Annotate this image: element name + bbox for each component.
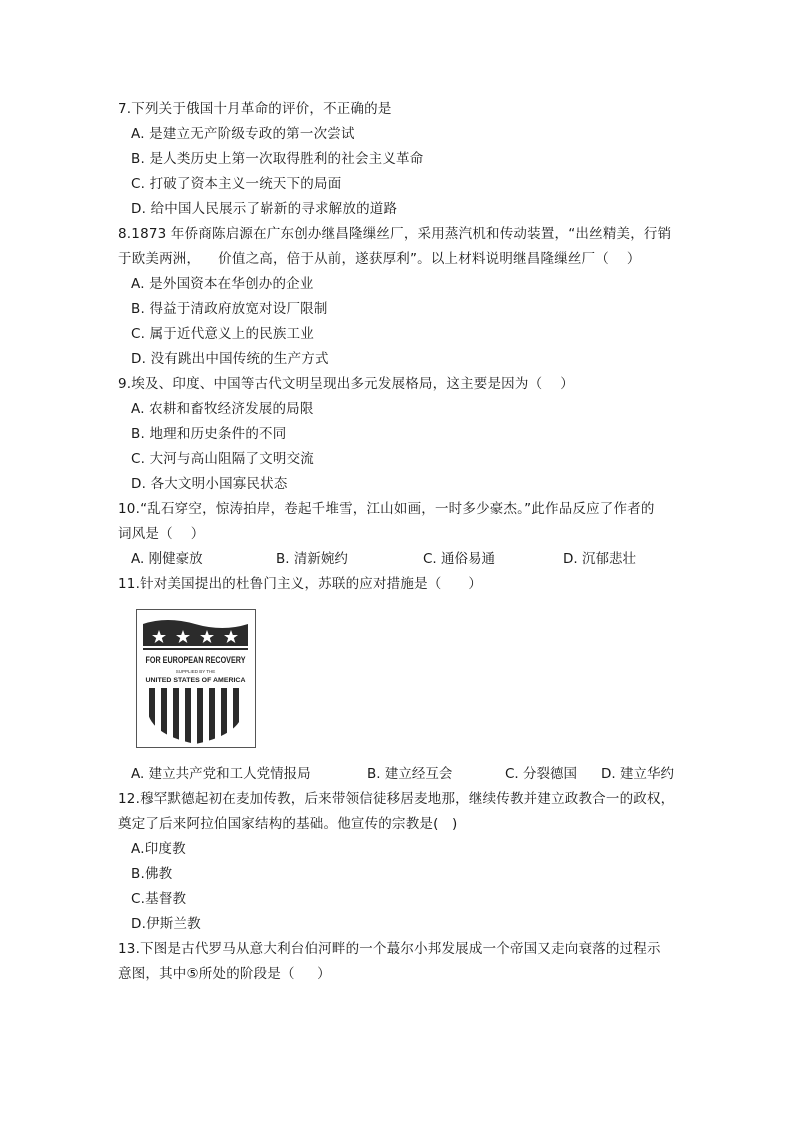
- q10-option-a: A. 刚健豪放: [131, 551, 203, 567]
- q12-option-c: C.基督教: [131, 891, 187, 907]
- q10-option-d: D. 沉郁悲壮: [563, 551, 636, 567]
- poster-shield-stripes: [147, 688, 244, 748]
- q10-options-row: [131, 549, 681, 569]
- q7-stem: 7.下列关于俄国十月革命的评价，不正确的是: [118, 101, 392, 117]
- q10-stem-line2: 词风是（ ）: [118, 526, 205, 542]
- q8-option-d: D. 没有跳出中国传统的生产方式: [131, 351, 329, 367]
- q8-option-b: B. 得益于清政府放宽对设厂限制: [131, 301, 328, 317]
- poster-divider: [143, 648, 248, 650]
- q7-option-c: C. 打破了资本主义一统天下的局面: [131, 176, 342, 192]
- q9-option-d: D. 各大文明小国寡民状态: [131, 476, 288, 492]
- q12-option-b: B.佛教: [131, 866, 173, 882]
- q12-option-a: A.印度教: [131, 841, 186, 857]
- q9-option-a: A. 农耕和畜牧经济发展的局限: [131, 401, 314, 417]
- q8-stem-line1: 8.1873 年侨商陈启源在广东创办继昌隆缫丝厂，采用蒸汽机和传动装置，“出丝精美，行销: [118, 226, 672, 242]
- q12-stem-line2: 奠定了后来阿拉伯国家结构的基础。他宣传的宗教是( ): [118, 816, 458, 832]
- poster-text-supplied: SUPPLIED BY THE: [175, 669, 216, 674]
- q11-option-d: D. 建立华约: [601, 766, 674, 782]
- q11-options-row: [131, 764, 681, 784]
- poster-text-usa: UNITED STATES OF AMERICA: [145, 678, 247, 684]
- q9-option-b: B. 地理和历史条件的不同: [131, 426, 287, 442]
- q9-stem: 9.埃及、印度、中国等古代文明呈现出多元发展格局，这主要是因为（ ）: [118, 376, 574, 392]
- q7-option-a: A. 是建立无产阶级专政的第一次尝试: [131, 126, 355, 142]
- q9-option-c: C. 大河与高山阻隔了文明交流: [131, 451, 315, 467]
- q10-option-b: B. 清新婉约: [276, 551, 348, 567]
- q13-stem-line2: 意图，其中⑤所处的阶段是（ ）: [118, 966, 331, 982]
- q12-stem-line1: 12.穆罕默德起初在麦加传教，后来带领信徒移居麦地那，继续传教并建立政教合一的政权，: [118, 791, 675, 807]
- q11-option-b: B. 建立经互会: [367, 766, 453, 782]
- q8-option-c: C. 属于近代意义上的民族工业: [131, 326, 315, 342]
- poster-shield-graphic: [137, 610, 254, 746]
- q13-stem-line1: 13.下图是古代罗马从意大利台伯河畔的一个蕞尔小邦发展成一个帝国又走向衰落的过程示: [118, 941, 661, 957]
- q8-option-a: A. 是外国资本在华创办的企业: [131, 276, 314, 292]
- q11-stem: 11.针对美国提出的杜鲁门主义，苏联的应对措施是（ ）: [118, 576, 483, 592]
- q7-option-b: B. 是人类历史上第一次取得胜利的社会主义革命: [131, 151, 424, 167]
- marshall-plan-poster: [136, 609, 256, 748]
- q11-option-c: C. 分裂德国: [505, 766, 578, 782]
- q11-option-a: A. 建立共产党和工人党情报局: [131, 766, 311, 782]
- q7-option-d: D. 给中国人民展示了崭新的寻求解放的道路: [131, 201, 398, 217]
- q12-option-d: D.伊斯兰教: [131, 916, 201, 932]
- q8-stem-line2: 于欧美两洲， 价值之高，倍于从前，遂获厚利”。以上材料说明继昌隆缫丝厂（ ）: [118, 251, 641, 267]
- q10-option-c: C. 通俗易通: [423, 551, 496, 567]
- poster-text-recovery: FOR EUROPEAN RECOVERY: [145, 655, 246, 665]
- q10-stem-line1: 10.“乱石穿空，惊涛拍岸，卷起千堆雪，江山如画，一时多少豪杰。”此作品反应了作者的: [118, 501, 655, 517]
